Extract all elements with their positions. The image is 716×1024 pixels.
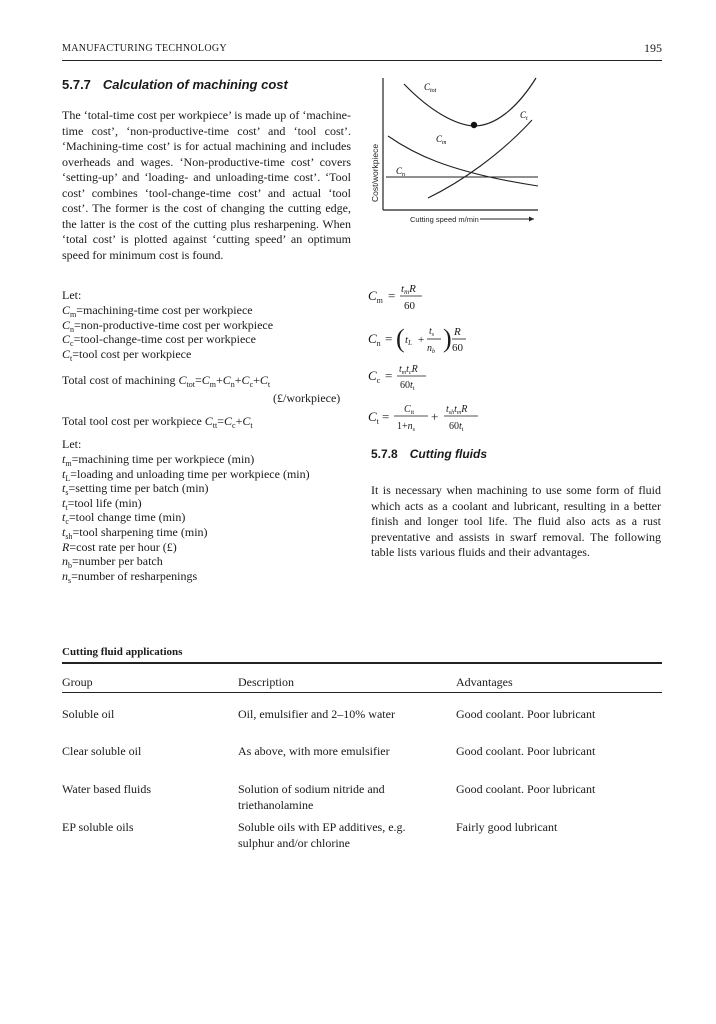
- optimum-point-marker: [471, 122, 477, 128]
- cell-group: Soluble oil: [62, 707, 115, 721]
- svg-text:Cc: $C_c$: [368, 368, 381, 385]
- svg-text:(: (: [396, 324, 405, 353]
- section-577-number: 5.7.7: [62, 77, 91, 92]
- section-578-title: Cutting fluids: [409, 447, 488, 461]
- definition-item: $C_t=tool$ cost per workpiece: [62, 346, 192, 363]
- header-rule: [62, 60, 662, 61]
- definition-item: $t_s=setting$ time per batch (min): [62, 481, 209, 498]
- cell-group: Water based fluids: [62, 782, 152, 796]
- svg-text:): ): [443, 324, 452, 353]
- label-ctot: $C_{tot}$: [424, 82, 437, 94]
- tool-cost-curve: [428, 120, 532, 198]
- formula-block: [366, 276, 516, 436]
- section-578-heading: [371, 447, 487, 461]
- definition-item: R=cost rate per hour (£): [62, 539, 177, 554]
- definition-item: $C_n=non-productive$-time cost per workpiece: [62, 317, 274, 334]
- svg-text:60: 60: [404, 300, 415, 312]
- svg-text:tmR: tmR: [401, 283, 416, 296]
- x-axis-arrowhead: [529, 217, 534, 222]
- y-axis-label: Cost/workpiece: [370, 143, 380, 202]
- svg-text:Ct: $C_t$: [368, 409, 379, 426]
- svg-text:tshtmR: $t_{sh}t_mR$: [446, 404, 468, 416]
- cost-vs-speed-graph: [366, 74, 666, 234]
- table-header-description: Description: [238, 675, 294, 689]
- svg-text:=: =: [382, 409, 390, 424]
- formula-ct: [368, 404, 478, 433]
- x-axis-label: Cutting speed m/min: [410, 215, 479, 224]
- formula-cm: [368, 283, 422, 312]
- svg-text:60: 60: [452, 342, 463, 354]
- cell-advantages: Good coolant. Poor lubricant: [456, 744, 596, 758]
- total-cost-unit: (£/workpiece): [273, 391, 341, 405]
- svg-text:nb: $n_b$: [427, 343, 435, 355]
- svg-text:ts: $t_s$: [429, 326, 435, 338]
- definitions-time-list: [62, 452, 310, 583]
- svg-text:+: +: [418, 334, 425, 346]
- cell-advantages: Good coolant. Poor lubricant: [456, 782, 596, 796]
- formula-cn: [368, 324, 466, 355]
- svg-text:60tt: $60t_t$: [400, 380, 415, 392]
- cell-description: Oil, emulsifier and 2–10% water: [238, 707, 395, 721]
- svg-text:Ctt: $C_{tt}$: [404, 404, 415, 416]
- svg-text:tmtcR: $t_mt_cR$: [399, 364, 418, 376]
- table-header-group: Group: [62, 675, 93, 689]
- svg-text:=: =: [388, 288, 396, 303]
- svg-text:Cn: $C_n$: [368, 331, 381, 348]
- section-577-title: Calculation of machining cost: [102, 77, 288, 92]
- definition-item: $t_L=loading$ and unloading time per workpiece (min): [62, 466, 310, 483]
- label-cm: $C_m$: [436, 134, 447, 146]
- svg-text:1+ns: $1+n_s$: [397, 421, 415, 433]
- definition-item: $t_c=tool$ change time (min): [62, 510, 186, 527]
- formula-cc: [368, 364, 426, 392]
- cell-description: Solution of sodium nitride and triethanolamine: [238, 782, 385, 812]
- svg-text:Cm: $C_m$: [368, 288, 383, 305]
- cell-description: Soluble oils with EP additives, e.g. sulphur and/or chlorine: [238, 820, 406, 850]
- running-head: MANUFACTURING TECHNOLOGY: [62, 43, 227, 54]
- table-header-advantages: Advantages: [456, 675, 513, 689]
- section-578-number: 5.7.8: [371, 447, 398, 461]
- section-578-paragraph: It is necessary when machining to use some form of fluid which acts as a coolant and lubricant, resulting in a better finish and longer tool life. The fluid also acts as a rust preventative and assists in swarf removal. The following table lists various fluids and their advantages.: [371, 483, 661, 559]
- svg-text:=: =: [385, 331, 393, 346]
- cell-advantages: Fairly good lubricant: [456, 820, 558, 834]
- svg-text:60tt: $60t_t$: [449, 421, 464, 433]
- definition-item: $t_t=tool$ life (min): [62, 495, 142, 512]
- cell-group: Clear soluble oil: [62, 744, 142, 758]
- definition-item: $t_m=machining$ time per workpiece (min): [62, 452, 255, 468]
- svg-text:tL: tL: [405, 334, 412, 347]
- definition-item: $C_m=machining$-time cost per workpiece: [62, 303, 253, 319]
- definition-item: $n_b=number$ per batch: [62, 554, 163, 571]
- svg-text:=: =: [385, 368, 393, 383]
- let-label-1: Let:: [62, 288, 82, 302]
- definition-item: $n_s=number$ of resharpenings: [62, 568, 198, 585]
- table-header-rule: [62, 692, 662, 693]
- label-ct: $C_t$: [520, 110, 528, 122]
- let-label-2: Let:: [62, 437, 82, 451]
- table-title: Cutting fluid applications: [62, 646, 183, 658]
- cell-group: EP soluble oils: [62, 820, 134, 834]
- total-tool-cost-equation: Total tool cost per workpiece $C_{tt}=C_c+C_t$: [62, 414, 253, 430]
- definition-item: $C_c=tool-change$-time cost per workpiece: [62, 332, 256, 349]
- section-577-heading: [62, 77, 288, 92]
- page-number: 195: [644, 41, 662, 55]
- svg-text:+: +: [431, 409, 439, 424]
- cell-advantages: Good coolant. Poor lubricant: [456, 707, 596, 721]
- svg-text:R: R: [454, 326, 461, 338]
- label-cn: $C_n$: [396, 166, 406, 178]
- section-577-paragraph: The ‘total-time cost per workpiece’ is made up of ‘machine-time cost’, ‘non-productive-time cost’ and ‘tool cost’. ‘Machining-time cost’ is for actual machining and includes overheads and wages. ‘Non-productive-time cost’ covers ‘setting-up’ and ‘loading- and unloading-time cost’. ‘Tool cost’ combines ‘tool-change-time cost’ and actual ‘tool cost’. The former is the cost of changing the cutting edge, the latter is the cost of the cutting plus resharpening. When ‘total cost’ is plotted against ‘cutting speed’ an optimum speed for minimum cost is found.: [62, 108, 351, 262]
- total-cost-equation: Total cost of machining $C_{tot}=C_m+C_n+C_c+C_t$: [62, 373, 271, 389]
- definitions-cost-list: [62, 303, 273, 361]
- table-top-rule: [62, 662, 662, 664]
- cell-description: As above, with more emulsifier: [238, 744, 390, 758]
- definition-item: $t_{sh}=tool$ sharpening time (min): [62, 524, 208, 541]
